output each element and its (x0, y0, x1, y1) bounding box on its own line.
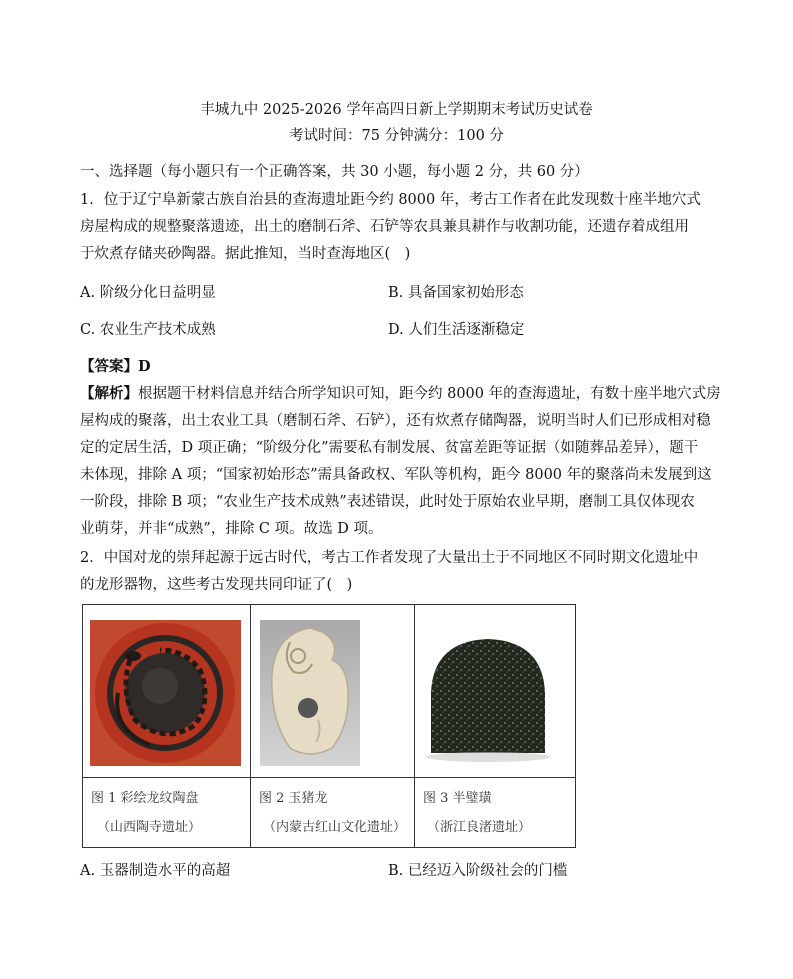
q2-line: 2．中国对龙的崇拜起源于远古时代，考古工作者发现了大量出土于不同地区不同时期文化遗址中 (80, 550, 699, 566)
figure-caption: 图 3 半璧璜 (423, 791, 492, 806)
q1-line: 于炊煮存储夹砂陶器。据此推知，当时查海地区( ) (80, 246, 411, 262)
exam-subtitle: 考试时间：75 分钟满分：100 分 (289, 128, 504, 144)
q1-analysis-line: 业萌芽，并非“成熟”，排除 C 项。故选 D 项。 (80, 521, 383, 537)
figure-caption: 图 2 玉猪龙 (259, 791, 328, 806)
q1-analysis-line: 屋构成的聚落，出土农业工具（磨制石斧、石铲），还有炊煮存储陶器，说明当时人们已形成相对稳 (80, 413, 711, 429)
q2-option-b: B. 已经迈入阶级社会的门槛 (388, 863, 568, 879)
q1-option-d: D. 人们生活逐渐稳定 (388, 322, 525, 338)
exam-title: 丰城九中 2025-2026 学年高四日新上学期期末考试历史试卷 (200, 102, 593, 118)
dragon-plate-image (90, 620, 241, 766)
figure-table (82, 604, 576, 848)
q1-option-a: A. 阶级分化日益明显 (80, 285, 216, 301)
table-divider (414, 605, 415, 847)
half-bi-huang-image (423, 633, 553, 765)
analysis-text: 根据题干材料信息并结合所学知识可知，距今约 8000 年的查海遗址，有数十座半地穴式房 (138, 386, 721, 402)
q1-analysis-line: 定的定居生活，D 项正确；“阶级分化”需要私有制发展、贫富差距等证据（如随葬品差异），题干 (80, 440, 699, 456)
figure-site: （山西陶寺遗址） (97, 820, 202, 835)
table-divider (83, 777, 575, 778)
jade-pig-dragon-image (260, 620, 360, 766)
q2-option-a: A. 玉器制造水平的高超 (80, 863, 231, 879)
analysis-label: 【解析】 (80, 385, 138, 402)
answer-label: 【答案】 (80, 358, 138, 375)
section-heading: 一、选择题（每小题只有一个正确答案，共 30 小题，每小题 2 分，共 60 分） (80, 164, 589, 180)
figure-site: （内蒙古红山文化遗址） (263, 820, 407, 835)
q1-line: 1．位于辽宁阜新蒙古族自治县的查海遗址距今约 8000 年，考古工作者在此发现数十座半地穴式 (80, 192, 701, 208)
figure-site: （浙江良渚遗址） (427, 820, 532, 835)
q1-option-b: B. 具备国家初始形态 (388, 285, 524, 301)
table-divider (250, 605, 251, 847)
answer-value: D (138, 358, 151, 375)
figure-caption: 图 1 彩绘龙纹陶盘 (91, 791, 199, 806)
q1-analysis-line: 一阶段，排除 B 项；“农业生产技术成熟”表述错误，此时处于原始农业早期，磨制工具仅体现农 (80, 494, 695, 510)
q1-option-c: C. 农业生产技术成熟 (80, 322, 216, 338)
q1-analysis-line (80, 384, 720, 404)
q1-line: 房屋构成的规整聚落遗迹，出土的磨制石斧、石铲等农具兼具耕作与收割功能，还遗存着成组用 (80, 219, 689, 235)
q1-answer (80, 357, 720, 377)
q2-line: 的龙形器物，这些考古发现共同印证了( ) (80, 577, 353, 593)
q1-analysis-line: 未体现，排除 A 项；“国家初始形态”需具备政权、军队等机构，距今 8000 年的聚落尚未发展到这 (80, 467, 712, 483)
